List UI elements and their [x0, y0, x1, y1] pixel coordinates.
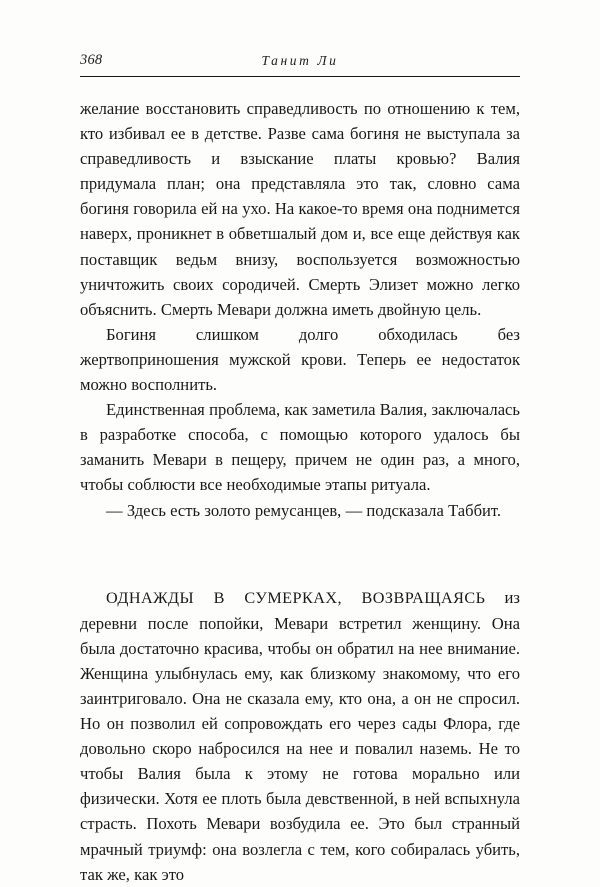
running-head-title: Танит Ли: [261, 53, 339, 68]
text-block: [80, 96, 520, 887]
section-break: [80, 523, 520, 585]
closing-paragraph: [80, 585, 520, 887]
dialogue-paragraph: — Здесь есть золото ремусанцев, — подсказала Таббит.: [106, 500, 502, 520]
paragraph: Единственная проблема, как заметила Валия, заключалась в разработке способа, с помощью которого удалось бы заманить Мевари в пещеру, причем не один раз, а много, чтобы соблюсти все необходимые этапы ритуала.: [80, 400, 520, 495]
closing-paragraph-text: из деревни после попойки, Мевари встретил женщину. Она была достаточно красива, чтобы он обратил на нее внимание. Женщина улыбнулась ему, как близкому знакомому, что его заинтриговало. Она не сказала ему, кто она, а он не спросил. Но он позволил ей сопровождать его через сады Флора, где довольно скоро набросился на нее и повалил наземь. Не то чтобы Валия была к этому не готова морально или физически. Хотя ее плоть была девственной, в ней вспыхнула страсть. Похоть Мевари возбудила ее. Это был странный мрачный триумф: она возлегла с тем, кого собиралась убить, так же, как это: [80, 587, 520, 884]
header-rule: [80, 76, 520, 77]
running-head: [80, 52, 520, 74]
paragraph: Богиня слишком долго обходилась без жертвоприношения мужской крови. Теперь ее недостаток можно восполнить.: [80, 324, 520, 395]
opening-caps-lead: ОДНАЖДЫ В СУМЕРКАХ, ВОЗВРАЩАЯСЬ: [106, 588, 486, 607]
page-number: 368: [80, 52, 103, 68]
paragraph: желание восстановить справедливость по отношению к тем, кто избивал ее в детстве. Разве сама богиня не выступала за справедливость и взыскание платы кровью? Валия придумала план; она представляла это так, словно сама богиня говорила ей на ухо. На какое-то время она поднимется наверх, проникнет в обветшалый дом и, все еще действуя как поставщик ведьм внизу, воспользуется возможностью уничтожить своих сородичей. Смерть Элизет можно легко объяснить. Смерть Мевари должна иметь двойную цель.: [80, 99, 520, 319]
